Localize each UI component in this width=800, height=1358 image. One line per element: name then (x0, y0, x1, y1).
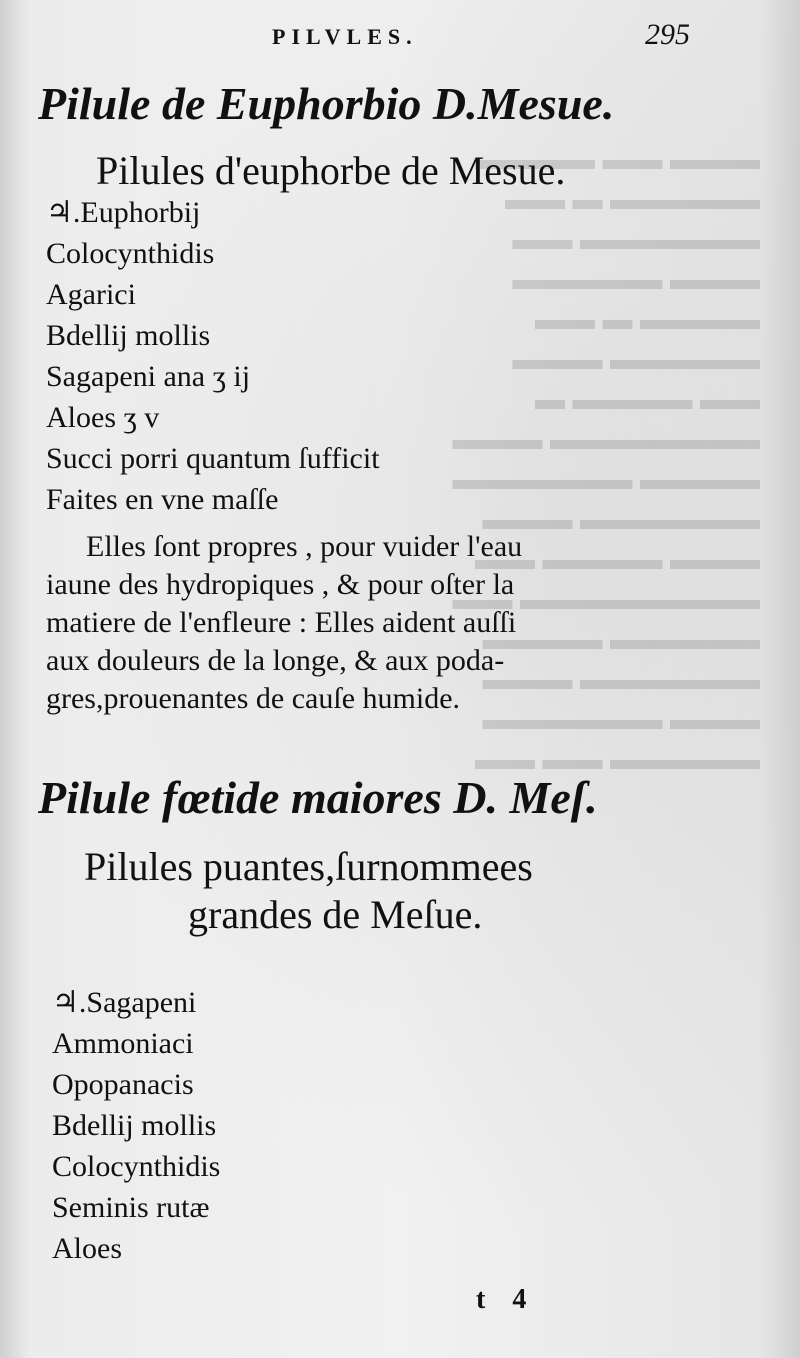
ingredient-line: Seminis rutæ (52, 1191, 210, 1224)
section2-ingredient-list (52, 982, 220, 1269)
description-line: aux douleurs de la longe, & aux poda- (46, 644, 505, 677)
ingredient-line: Bdellij mollis (52, 1109, 217, 1142)
bleed-through-column: ▬▬▬ ▬▬ ▬▬▬▬ ▬▬▬▬▬ ▬ ▬▬ ▬▬▬▬▬▬ ▬▬ ▬▬▬ ▬▬▬▬▬ ▬▬▬▬ ▬ ▬▬ ▬▬▬▬▬ ▬▬▬ ▬▬ ▬▬▬▬ ▬ ▬▬▬▬▬▬▬ ▬▬▬ ▬▬▬▬ ▬▬▬▬▬▬ ▬▬▬▬▬▬ ▬▬▬ ▬▬▬ ▬▬▬▬ ▬▬ ▬▬▬▬▬▬▬▬ ▬▬ ▬▬▬▬▬ ▬▬▬▬ ▬▬▬▬▬▬ ▬▬▬ ▬▬▬ ▬▬▬▬▬▬ ▬▬▬▬▬ ▬▬ ▬▬ (452, 143, 760, 776)
printer-signature-mark: t 4 (476, 1284, 537, 1315)
ingredient-line: Agarici (46, 278, 136, 311)
running-head: PILVLES. (272, 24, 418, 49)
description-line: iaune des hydropiques , & pour oſter la (46, 568, 515, 601)
ingredient-line: ♃.Sagapeni (52, 986, 197, 1019)
section1-description (46, 528, 736, 718)
description-line: gres,prouenantes de cauſe humide. (46, 682, 461, 715)
ingredient-line: Opopanacis (52, 1068, 194, 1101)
section1-ingredient-list (46, 192, 380, 520)
section1-latin-title: Pilule de Euphorbio D.Mesue. (38, 78, 615, 129)
ingredient-line: Bdellij mollis (46, 319, 211, 352)
ingredient-line: Aloes (52, 1232, 122, 1265)
ingredient-line: Faites en vne maſſe (46, 483, 279, 516)
ingredient-line: Sagapeni ana ʒ ij (46, 360, 251, 393)
section2-french-title-line2: grandes de Meſue. (188, 892, 483, 937)
page-number: 295 (645, 18, 690, 51)
description-line: Elles ſont propres , pour vuider l'eau (86, 530, 523, 563)
section2-latin-title: Pilule fœtide maiores D. Meſ. (38, 772, 598, 823)
description-line: matiere de l'enfleure : Elles aident auſſi (46, 606, 517, 639)
section1-french-title: Pilules d'euphorbe de Mesue. (96, 148, 566, 193)
ingredient-line: Colocynthidis (46, 237, 215, 270)
ingredient-line: Aloes ʒ v (46, 401, 160, 434)
ingredient-line: Ammoniaci (52, 1027, 194, 1060)
ingredient-line: Colocynthidis (52, 1150, 221, 1183)
page-header (0, 18, 800, 58)
section2-french-title-line1: Pilules puantes,ſurnommees (84, 844, 533, 889)
ingredient-line: Succi porri quantum ſufficit (46, 442, 380, 475)
ingredient-line: ♃.Euphorbij (46, 196, 201, 229)
